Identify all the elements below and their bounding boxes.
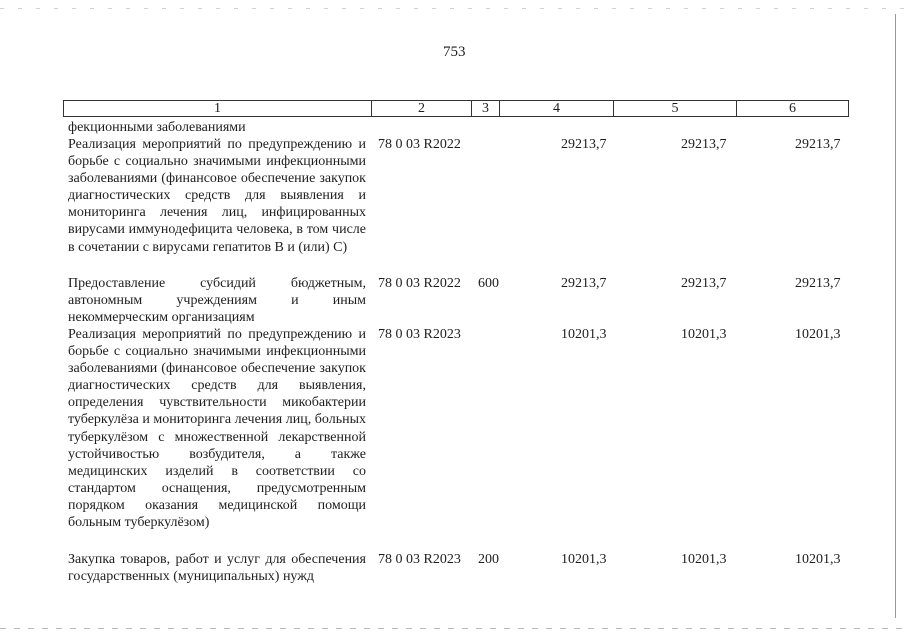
row-2-description: Предоставление субсидий бюджетным, автономным учреждениям и иным некоммерческим организациям [68, 276, 366, 326]
column-header-5: 5 [614, 101, 737, 116]
page-number: 753 [443, 44, 466, 60]
row-2-value-4: 29213,7 [561, 276, 607, 291]
row-2-value-5: 29213,7 [681, 276, 727, 291]
row-3-value-6: 10201,3 [795, 327, 841, 342]
row-2-code: 78 0 03 R2022 [378, 276, 461, 291]
row-3-code: 78 0 03 R2023 [378, 327, 461, 342]
row-3-description: Реализация мероприятий по предупреждению и борьбе с социально значимыми инфекционными заболеваниями (финансовое обеспечение закупок диагностических средств для выявления, определения чувствительности микобактерии туберкулёза и мониторинга лечения лиц, больных туберкулёзом с множественной лекарственной устойчивостью возбудителя, а также медицинских изделий в соответствии со стандартом оснащения, предусмотренным порядком оказания медицинской помощи больным туберкулёзом) [68, 327, 366, 531]
row-1-description: Реализация мероприятий по предупреждению и борьбе с социально значимыми инфекционными заболеваниями (финансовое обеспечение закупок диагностических средств для выявления и мониторинга лечения лиц, инфицированных вирусами иммунодефицита человека, в том числе в сочетании с вирусами гепатитов В и (или) С) [68, 137, 366, 255]
row-3-value-4: 10201,3 [561, 327, 607, 342]
row-1-code: 78 0 03 R2022 [378, 137, 461, 152]
column-header-6: 6 [789, 101, 796, 116]
column-header-1: 1 [64, 101, 372, 116]
row-4-expense-type: 200 [478, 552, 499, 567]
row-4-description: Закупка товаров, работ и услуг для обеспечения государственных (муниципальных) нужд [68, 552, 366, 585]
row-1-value-6: 29213,7 [795, 137, 841, 152]
row-4-value-6: 10201,3 [795, 552, 841, 567]
row-1-value-4: 29213,7 [561, 137, 607, 152]
column-header-3: 3 [472, 101, 500, 116]
row-4-value-4: 10201,3 [561, 552, 607, 567]
column-header-2: 2 [372, 101, 472, 116]
row-4-code: 78 0 03 R2023 [378, 552, 461, 567]
continuation-text: фекционными заболеваниями [68, 120, 246, 135]
row-1-value-5: 29213,7 [681, 137, 727, 152]
row-4-value-5: 10201,3 [681, 552, 727, 567]
row-3-value-5: 10201,3 [681, 327, 727, 342]
column-header-4: 4 [500, 101, 614, 116]
row-2-value-6: 29213,7 [795, 276, 841, 291]
row-2-expense-type: 600 [478, 276, 499, 291]
